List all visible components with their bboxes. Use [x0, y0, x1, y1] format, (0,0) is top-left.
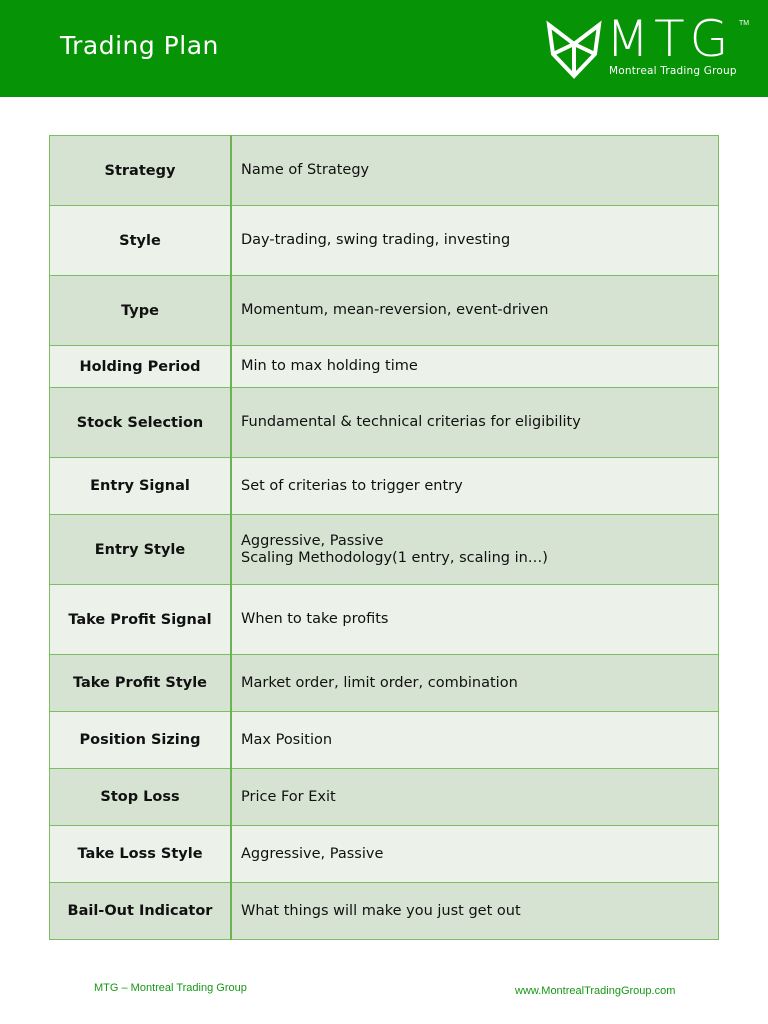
logo-subtitle: Montreal Trading Group [609, 65, 737, 77]
row-value-line: Max Position [241, 731, 333, 748]
row-value-line: Momentum, mean-reversion, event-driven [241, 302, 549, 318]
row-value [231, 712, 719, 769]
table-row [50, 883, 719, 940]
row-label: Entry Signal [50, 458, 232, 515]
row-label: Stock Selection [50, 388, 232, 458]
row-value-line: Set of criterias to trigger entry [241, 477, 463, 494]
row-value-line: Aggressive, Passive [241, 845, 384, 862]
row-value-line: Day-trading, swing trading, investing [241, 232, 511, 248]
table-row [50, 388, 719, 458]
row-value [231, 276, 719, 346]
logo-wordmark: MTG [606, 10, 734, 68]
row-label: Position Sizing [50, 712, 232, 769]
row-value-line: Fundamental & technical criterias for eligibility [241, 414, 581, 430]
row-value-line: What things will make you just get out [241, 902, 521, 919]
table-row [50, 515, 719, 585]
row-label: Take Profit Style [50, 655, 232, 712]
trading-plan-table [49, 135, 719, 940]
row-value [231, 515, 719, 585]
row-value [231, 826, 719, 883]
page-title: Trading Plan [60, 31, 219, 60]
row-label: Style [50, 206, 232, 276]
table-row [50, 206, 719, 276]
row-value-line: Scaling Methodology(1 entry, scaling in…) [241, 549, 548, 566]
row-value [231, 206, 719, 276]
page-header [0, 0, 768, 97]
row-value-line: Aggressive, Passive [241, 532, 384, 549]
row-value [231, 136, 719, 206]
row-value [231, 346, 719, 388]
table-row [50, 712, 719, 769]
row-value-line: When to take profits [241, 611, 389, 627]
fox-head-icon [546, 20, 604, 80]
table-row [50, 346, 719, 388]
mtg-logo [546, 10, 750, 80]
table-row [50, 769, 719, 826]
row-label: Take Loss Style [50, 826, 232, 883]
row-value [231, 388, 719, 458]
table-row [50, 655, 719, 712]
table-row [50, 585, 719, 655]
row-label: Take Profit Signal [50, 585, 232, 655]
row-label: Stop Loss [50, 769, 232, 826]
row-value-line: Market order, limit order, combination [241, 674, 518, 691]
row-value [231, 585, 719, 655]
table-row [50, 826, 719, 883]
table-row [50, 276, 719, 346]
table-row [50, 136, 719, 206]
row-label: Type [50, 276, 232, 346]
row-value [231, 883, 719, 940]
row-value [231, 769, 719, 826]
row-label: Holding Period [50, 346, 232, 388]
row-label: Strategy [50, 136, 232, 206]
table-row [50, 458, 719, 515]
row-label: Bail-Out Indicator [50, 883, 232, 940]
row-value [231, 655, 719, 712]
row-value-line: Name of Strategy [241, 162, 370, 178]
row-value-line: Price For Exit [241, 788, 336, 805]
row-value [231, 458, 719, 515]
footer-company-name: MTG – Montreal Trading Group [94, 982, 247, 994]
row-value-line: Min to max holding time [241, 358, 418, 374]
logo-trademark: TM [739, 20, 750, 27]
footer-website: www.MontrealTradingGroup.com [515, 985, 676, 997]
row-label: Entry Style [50, 515, 232, 585]
